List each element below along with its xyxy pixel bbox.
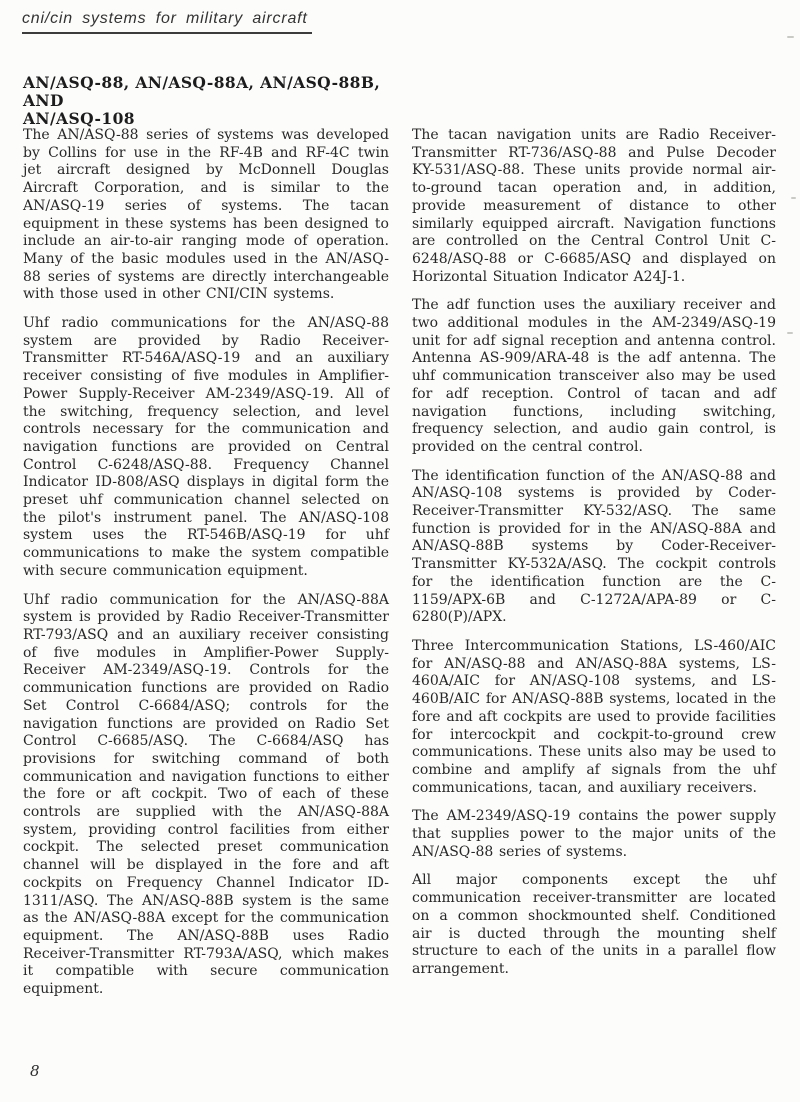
page-title-line-2: AN/ASQ-108 (23, 109, 135, 128)
page-number: 8 (30, 1062, 40, 1080)
paragraph-left-3: Uhf radio communication for the AN/ASQ-88A system is provided by Radio Receiver-Transmitter RT-793/ASQ and an auxiliary receiver consisting of five modules in Amplifier-Power Supply-Receiver AM-2349/ASQ-19. Controls for the communication functions are provided on Radio Set Control C-6684/ASQ; controls for the navigation functions are provided on Radio Set Control C-6685/ASQ. The C-6684/ASQ has provisions for switching command of both communication and navigation functions to either the fore or aft cockpit. Two of each of these controls are supplied with the AN/ASQ-88A system, providing control facilities from either cockpit. The selected preset communication channel will be displayed in the fore and aft cockpits on Frequency Channel Indicator ID-1311/ASQ. The AN/ASQ-88B system is the same as the AN/ASQ-88A except for the communication equipment. The AN/ASQ-88B uses Radio Receiver-Transmitter RT-793A/ASQ, which makes it compatible with secure communication equipment. (23, 591, 389, 998)
paragraph-right-6: All major components except the uhf communication receiver-transmitter are located on a common shockmounted shelf. Conditioned air is ducted through the mounting shelf structure to each of the units in a parallel flow arrangement. (412, 872, 776, 977)
scan-artifact (787, 332, 793, 334)
paragraph-right-3: The identification function of the AN/ASQ-88 and AN/ASQ-108 systems is provided by Coder-Receiver-Transmitter KY-532/ASQ. The same function is provided for in the AN/ASQ-88A and AN/ASQ-88B systems by Coder-Receiver-Transmitter KY-532A/ASQ. The cockpit controls for the identification function are the C-1159/APX-6B and C-1272A/APA-89 or C-6280(P)/APX. (412, 467, 776, 626)
page-title-line-1: AN/ASQ-88, AN/ASQ-88A, AN/ASQ-88B, AND (23, 73, 381, 110)
paragraph-right-4: Three Intercommunication Stations, LS-460/AIC for AN/ASQ-88 and AN/ASQ-88A systems, LS-460A/AIC for AN/ASQ-108 systems, and LS-460B/AIC for AN/ASQ-88B systems, located in the fore and aft cockpits are used to provide facilities for intercockpit and cockpit-to-ground crew communications. These units also may be used to combine and amplify af signals from the uhf communications, tacan, and auxiliary receivers. (412, 637, 776, 796)
paragraph-left-2: Uhf radio communications for the AN/ASQ-88 system are provided by Radio Receiver-Transmitter RT-546A/ASQ-19 and an auxiliary receiver consisting of five modules in Amplifier-Power Supply-Receiver AM-2349/ASQ-19. All of the switching, frequency selection, and level controls necessary for the communication and navigation functions are provided on Central Control C-6248/ASQ-88. Frequency Channel Indicator ID-808/ASQ displays in digital form the preset uhf communication channel selected on the pilot's instrument panel. The AN/ASQ-108 system uses the RT-546B/ASQ-19 for uhf communications to make the system compatible with secure communication equipment. (23, 315, 389, 579)
paragraph-right-1: The tacan navigation units are Radio Receiver-Transmitter RT-736/ASQ-88 and Pulse Decoder KY-531/ASQ-88. These units provide normal air-to-ground tacan operation and, in addition, provide measurement of distance to other similarly equipped aircraft. Navigation functions are controlled on the Central Control Unit C-6248/ASQ-88 or C-6685/ASQ and displayed on Horizontal Situation Indicator A24J-1. (412, 127, 776, 285)
running-header: cni/cin systems for military aircraft (22, 10, 312, 34)
paragraph-left-1: The AN/ASQ-88 series of systems was developed by Collins for use in the RF-4B and RF-4C twin jet aircraft designed by McDonnell Douglas Aircraft Corporation, and is similar to the AN/ASQ-19 series of systems. The tacan equipment in these systems has been designed to include an air-to-air ranging mode of operation. Many of the basic modules used in the AN/ASQ-88 series of systems are directly interchangeable with those used in other CNI/CIN systems. (23, 127, 389, 303)
paragraph-right-2: The adf function uses the auxiliary receiver and two additional modules in the AM-2349/ASQ-19 unit for adf signal reception and antenna control. Antenna AS-909/ARA-48 is the adf antenna. The uhf communication transceiver also may be used for adf reception. Control of tacan and adf navigation functions, including switching, frequency selection, and audio gain control, is provided on the central control. (412, 297, 776, 455)
paragraph-right-5: The AM-2349/ASQ-19 contains the power supply that supplies power to the major units of the AN/ASQ-88 series of systems. (412, 808, 776, 860)
right-column (412, 127, 776, 990)
page-title (23, 74, 393, 128)
scan-artifact (791, 197, 796, 199)
left-column (23, 127, 389, 1010)
scan-artifact (787, 36, 794, 38)
